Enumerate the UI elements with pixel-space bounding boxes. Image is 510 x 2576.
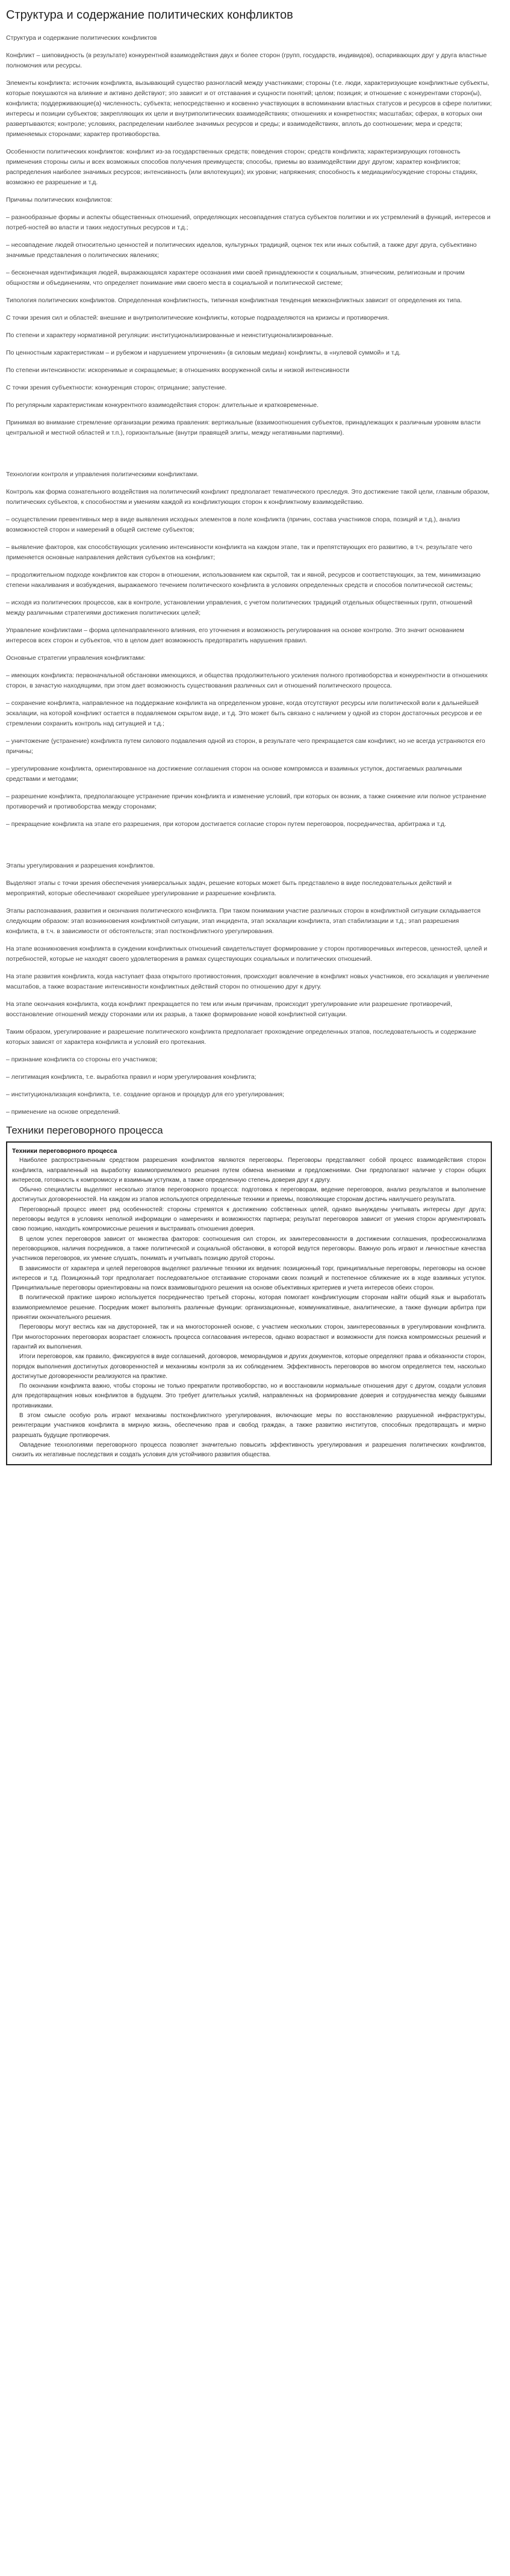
box-paragraph: Овладение технологиями переговорного процесса позволяет значительно повысить эффективность урегулирования и разрешения политических конфликтов, снизить их негативные последствия и создать условия для устойчивого развития общества. [12,1441,486,1459]
paragraph: – применение на основе определений. [6,1108,120,1116]
paragraph: Контроль как форма сознательного воздействия на политический конфликт предполагает тематического преследуя. Это достижение такой цели, главным образом, политических субъектов, к способностям и умениям каждой из конфликтующих сторон к конфликтному взаимодействию. [6,488,490,506]
paragraph: Структура и содержание политических конфликтов [6,34,157,42]
paragraph: – институционализация конфликта, т.е. создание органов и процедур для его урегулирования; [6,1091,284,1098]
section-title: Техники переговорного процесса [6,1125,163,1136]
paragraph: Элементы конфликта: источник конфликта, вызывающий существо разногласий между участниками; стороны (т.е. люди, характеризующие конфликтные субъекты, которые покушаются на влияние и активно действуют; это зависит и от отставания и сущности понятий; целом; позиция; и отношение с конкурентами сторон(ы), конфликта; поддерживающие(а) численность; субъекта; непосредственно и косвенно участвующих в вспоминании властных статусов и ресурсов в сфере политики; интересы и позиции субъектов; закрепляющих их цели и внутриполитических взаимодействиях; отношениях и конкретностях; масштабах; сферах, в которых они развертываются; контроле; условиях, распределении наиболее значимых ресурсов и среды; и взаимодействиях, вплоть до соотношении; мера и средств; применяемых сторонами; характер противоборства. [6,79,492,138]
paragraph: Технологии контроля и управления политическими конфликтами. [6,471,199,478]
paragraph: На этапе окончания конфликта, когда конфликт прекращается по тем или иным причинам, происходит урегулирование или разрешение противоречий, восстановление отношений между сторонами или их разрыв, а также формирование новой конфликтной ситуации. [6,1001,452,1018]
section-b [6,470,492,830]
paragraph: – сохранение конфликта, направленное на поддержание конфликта на определенном уровне, когда отсутствуют ресурсы или политической воли к дальнейшей эскалации, на которой конфликт остается в подавляемом скрытом виде, и т.д. Это может быть связано с наличием у одной из сторон достаточных ресурсов и ее стремлении сохранить контроль над ситуацией и т.д.; [6,700,482,727]
paragraph: – выявление факторов, как способствующих усилению интенсивности конфликта на каждом этапе, так и препятствующих его развитию, в т.ч. результате чего применяется основные направления действия субъектов на конфликт; [6,544,473,561]
page-title: Структура и содержание политических конфликтов [6,8,293,22]
paragraph: Особенности политических конфликтов: конфликт из-за государственных средств; поведения сторон; средств конфликта; характеризирующих готовность применения стороны силы и всех возможных способов получения преимуществ; способы, приемы во взаимодействии друг другом; характер конфликтов; распределения наиболее значимых ресурсов; интенсивность (или вялотекущих); их уровни; напряжения; способность к медиации/осуждение стороны стадиях, возможно ее разрешение и т.д. [6,148,478,186]
box-paragraph: Итоги переговоров, как правило, фиксируются в виде соглашений, договоров, меморандумов и других документов, которые определяют права и обязанности сторон, порядок выполнения достигнутых договоренностей и механизмы контроля за их соблюдением. Эффективность переговоров во многом определяется тем, насколько достигнутые договоренности реализуются на практике. [12,1353,486,1380]
paragraph: По степени интенсивности: искоренимые и сокращаемые; в отношениях вооруженной силы и низкой интенсивности [6,367,350,374]
paragraph: С точки зрения субъектности: конкуренция сторон; отрицание; запустение. [6,384,227,391]
negotiation-box [6,1141,492,1465]
paragraph: – легитимация конфликта, т.е. выработка правил и норм урегулирования конфликта; [6,1073,257,1081]
paragraph: – прекращение конфликта на этапе его разрешения, при котором достигается согласие сторон путем переговоров, посредничества, арбитража и т.д. [6,821,446,828]
spacer [6,445,492,470]
paragraph: Причины политических конфликтов: [6,196,113,203]
paragraph: – продолжительном подходе конфликтов как сторон в отношении, использованием как скрытой, так и явной, ресурсов и соответствующих, за тем, минимизацию степени накаливания и возбуждения, выражаемого течением политического конфликта в условиях определенных средств и способов политической системы; [6,571,480,589]
paragraph: – урегулирование конфликта, ориентированное на достижение соглашения сторон на основе компромисса и взаимных уступок, достигаемых различными средствами и методами; [6,765,462,783]
paragraph: – разрешение конфликта, предполагающее устранение причин конфликта и изменение условий, при которых он возник, а также снижение или полное устранение противоречий и противоборства между сторонами; [6,793,487,810]
paragraph: Таким образом, урегулирование и разрешение политического конфликта предполагает прохождение определенных этапов, последовательность и содержание которых зависят от характера конфликта и условий его протекания. [6,1028,476,1046]
paragraph: Типология политических конфликтов. Определенная конфликтность, типичная конфликтная тенденция межконфликтных зависит от определения их типа. [6,297,462,304]
paragraph: – разнообразные формы и аспекты общественных отношений, определяющих несовпадения статуса субъектов политики и их устремлений в функций, интересов и потреб-ностей во власти и таких недоступных ресурсов и т.д.; [6,214,491,231]
paragraph: – бесконечная идентификация людей, выражающаяся характере осознания ими своей принадлежности к социальным, этническим, религиозным и прочим общностям и объединениям, что определяет понимание ими своего места в социальной и политической системе; [6,269,465,287]
paragraph: – признание конфликта со стороны его участников; [6,1056,158,1063]
box-paragraph: По окончании конфликта важно, чтобы стороны не только прекратили противоборство, но и восстановили нормальные отношения друг с другом, создали условия для предотвращения новых конфликтов в будущем. Это требует длительных усилий, направленных на формирование доверия и сотрудничества между бывшими противниками. [12,1383,486,1409]
paragraph: Конфликт – шиповидность (в результате) конкурентной взаимодействия двух и более сторон (групп, государств, индивидов), оспаривающих друг у друга властные полномочия или ресурсы. [6,52,487,69]
box-paragraph: В целом успех переговоров зависит от множества факторов: соотношения сил сторон, их заинтересованности в достижении соглашения, профессионализма переговорщиков, наличия посредников, а также политической и социальной обстановки, в которой ведутся переговоры. Важную роль играют и личностные качества участников переговоров, их умение слушать, понимать и учитывать позицию другой стороны. [12,1235,486,1262]
paragraph: С точки зрения сил и областей: внешние и внутриполитические конфликты, которые подразделяются на кризисы и противоречия. [6,314,390,321]
paragraph: – несовпадение людей относительно ценностей и политических идеалов, культурных традиций, оценок тех или иных событий, а также друг друга, субъективно значимые представления о политических явлениях; [6,241,477,259]
section-a [6,33,492,438]
paragraph: – имеющих конфликта: первоначальной обстановки имеющихся, и общества продолжительного усиления полного противоборства и конкурентности в отношениях сторон, в зачастую находящими, при этом дает возможность существования различных сил и отношений политического процесса. [6,672,488,689]
box-paragraph: Переговоры могут вестись как на двусторонней, так и на многосторонней основе, с участием нескольких сторон, заинтересованных в урегулировании конфликта. При многосторонних переговорах возрастает сложность процесса согласования интересов, однако возрастают и возможности для поиска компромиссных решений и гарантий их выполнения. [12,1324,486,1350]
paragraph: Управление конфликтами – форма целенаправленного влияния, его уточнения и возможность регулирования на основе контролю. Это значит основанием интересов всех сторон и субъектов, что в целом дает возможность предотвратить нарушения правил. [6,627,464,644]
box-paragraph: В зависимости от характера и целей переговоров выделяют различные техники их ведения: позиционный торг, принципиальные переговоры, переговоры на основе интересов и т.д. Позиционный торг предполагает последовательное отстаивание сторонами своих позиций и постепенное сближение их в ходе взаимных уступок. Принципиальные переговоры ориентированы на поиск взаимовыгодного решения на основе объективных критериев и учета интересов обеих сторон. [12,1265,486,1292]
box-paragraph: Наиболее распространенным средством разрешения конфликтов являются переговоры. Переговоры представляют собой процесс взаимодействия сторон конфликта, направленный на выработку взаимоприемлемого решения путем обмена мнениями и предложениями. Они предполагают наличие у сторон общих интересов, готовность к компромиссу и взаимным уступкам, а также определенную степень доверия друг к другу. [12,1157,486,1184]
paragraph: Этапы урегулирования и разрешения конфликтов. [6,862,155,869]
box-paragraph: Обычно специалисты выделяют несколько этапов переговорного процесса: подготовка к переговорам, ведение переговоров, анализ результатов и выполнение достигнутых договоренностей. На каждом из этапов используются определенные техники и приемы, позволяющие сторонам достичь наилучшего результата. [12,1187,486,1203]
paragraph: На этапе возникновения конфликта в суждении конфликтных отношений свидетельствует формирование у сторон противоречивых интересов, ценностей, целей и потребностей, которые не находят своего удовлетворения в рамках существующих социальных и политических отношений. [6,945,488,963]
paragraph: – исходя из политических процессов, как в контроле, установлении управления, с учетом политических традиций отдельных общественных групп, отношений между различными стратегиями достижения политических целей; [6,599,473,616]
paragraph: Выделяют этапы с точки зрения обеспечения универсальных задач, решение которых может быть представлено в виде последовательных действий и мероприятий, которые обеспечивают скорейшее урегулирование и разрешение конфликта. [6,880,452,897]
paragraph: Принимая во внимание стремление организации режима правления: вертикальные (взаимоотношения субъектов, принадлежащих к различным уровням власти центральной и местной областей и т.п.), горизонтальные (внутри правящей элиты, между негативными партиями). [6,419,481,436]
box-heading: Техники переговорного процесса [12,1147,117,1155]
box-paragraph: Переговорный процесс имеет ряд особенностей: стороны стремятся к достижению собственных целей, однако вынуждены учитывать интересы друг друга; переговоры ведутся в условиях неполной информации о намерениях и возможностях партнера; результат переговоров зависит от умения сторон аргументировать свою позицию, находить компромиссные решения и выстраивать отношения доверия. [12,1206,486,1233]
paragraph: – осуществлении превентивных мер в виде выявления исходных элементов в поле конфликта (причин, состава участников спора, позиций и т.д.), анализ возможностей сторон и намерений в общей системе субъектов; [6,516,461,533]
paragraph: Этапы распознавания, развития и окончания политического конфликта. При таком понимании участие различных сторон в конфликтной ситуации складывается следующим образом: этап возникновения конфликтной ситуации, этап инцидента, этап эскалации конфликта, этап стабилизации и т.д.; этап разрешения конфликта, в т.ч. в зависимости от обстоятельств; этап постконфликтного урегулирования. [6,907,481,935]
paragraph: На этапе развития конфликта, когда наступает фаза открытого противостояния, происходит вовлечение в конфликт новых участников, его эскалация и увеличение масштабов, а также возрастание интенсивности конфликтных действий сторон по отношению друг к другу. [6,973,490,990]
box-paragraph: В политической практике широко используется посредничество третьей стороны, которая помогает конфликтующим сторонам найти общий язык и выработать взаимоприемлемое решение. Посредник может выполнять различные функции: организационные, коммуникативные, аналитические, а также функции арбитра при принятии окончательного решения. [12,1294,486,1321]
paragraph: По ценностным характеристикам – и рубежом и нарушением упрочнения» (в силовым медиан) конфликты, в «нулевой суммой» и т.д. [6,349,401,356]
section-c [6,861,492,1117]
paragraph: – уничтожение (устранение) конфликта путем силового подавления одной из сторон, в результате чего прекращается сам конфликт, но не всегда устраняются его причины; [6,737,485,755]
paragraph: Основные стратегии управления конфликтами: [6,654,146,662]
paragraph: По степени и характеру нормативной регуляции: институционализированные и неинституционализированные. [6,332,334,339]
spacer [6,837,492,861]
box-paragraph: В этом смысле особую роль играют механизмы постконфликтного урегулирования, включающие меры по восстановлению разрушенной инфраструктуры, реинтеграции участников конфликта в мирную жизнь, обеспечению прав и свобод граждан, а также развитию институтов, способных предотвращать и мирно разрешать будущие противоречия. [12,1412,486,1439]
paragraph: По регулярным характеристикам конкурентного взаимодействия сторон: длительные и кратковременные. [6,402,319,409]
